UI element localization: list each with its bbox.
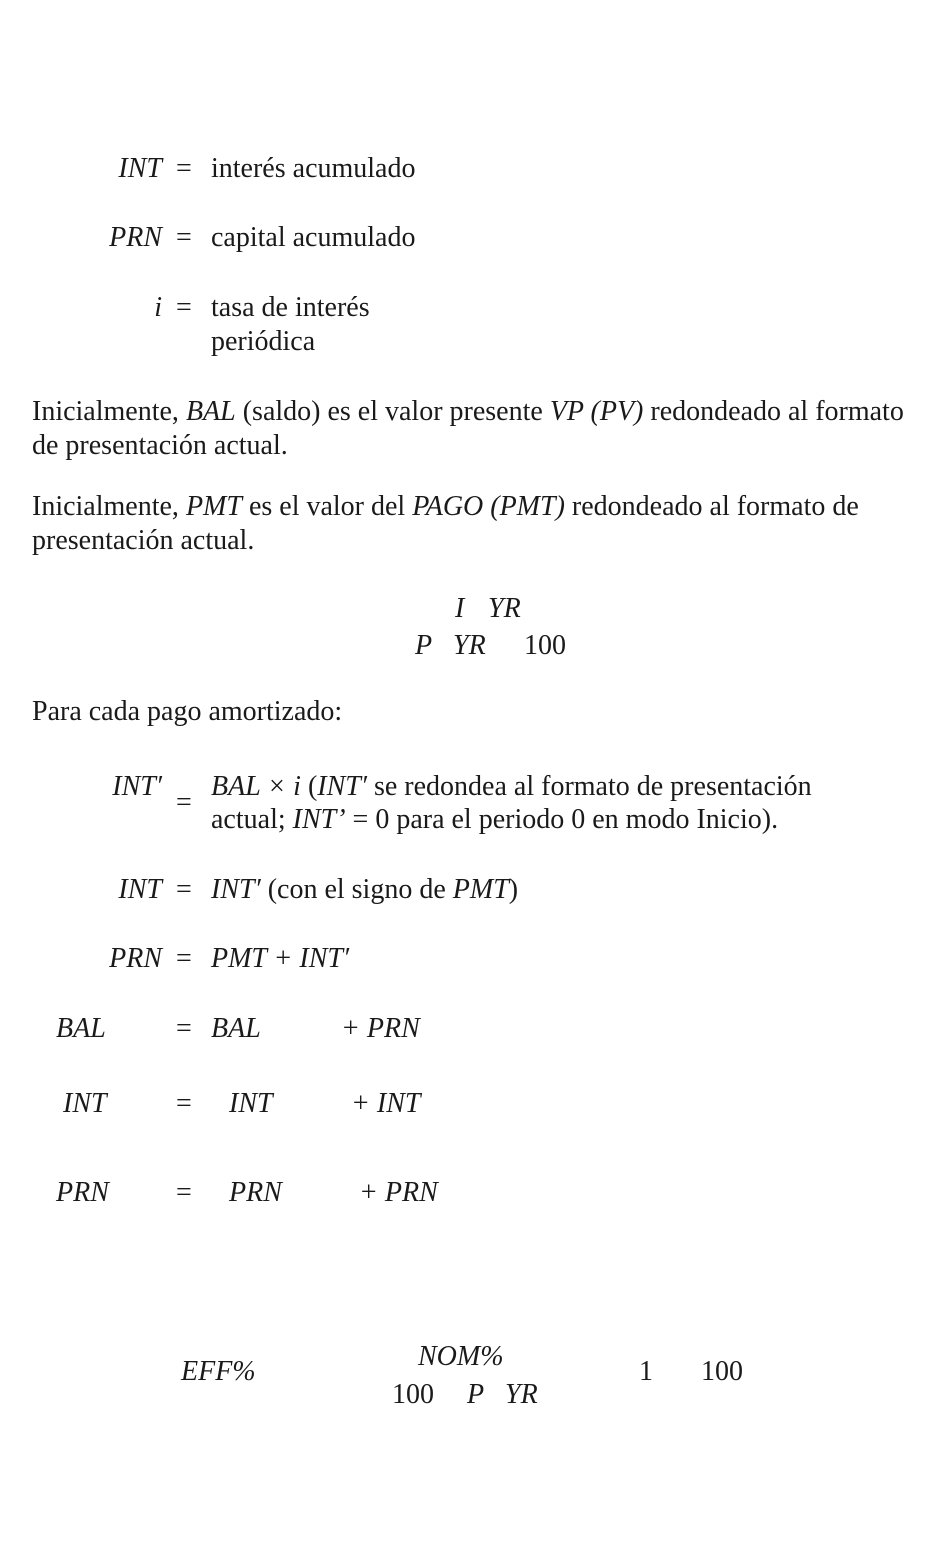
eff-denominator-p: P	[467, 1379, 485, 1410]
equals-sign: =	[176, 1013, 192, 1044]
bal-old-term: BAL	[211, 1013, 261, 1044]
prn-equation-rhs: PMT + INT′	[211, 943, 350, 974]
eff-numerator: NOM%	[418, 1341, 504, 1372]
eff-denominator-yr: YR	[505, 1379, 538, 1410]
i-term: i	[293, 771, 301, 802]
text: actual;	[211, 804, 293, 835]
prn-symbol: PRN	[109, 222, 162, 253]
equals-sign: =	[176, 292, 192, 323]
text: (	[300, 771, 318, 802]
vp-term: VP (PV)	[549, 396, 644, 427]
formula-i-numerator-i: I	[455, 593, 465, 624]
eff-denominator-100: 100	[392, 1379, 434, 1410]
bal-term: BAL ×	[211, 771, 294, 802]
int-prime-symbol: INT′	[112, 771, 162, 802]
text: (saldo) es el valor presente	[235, 396, 550, 427]
int-prime-definition-line1	[211, 770, 812, 804]
equals-sign: =	[176, 943, 192, 974]
paragraph-each-payment: Para cada pago amortizado:	[32, 696, 343, 727]
int-symbol: INT	[118, 153, 162, 184]
formula-i-numerator-yr: YR	[488, 593, 521, 624]
i-definition-line2: periódica	[211, 326, 316, 357]
prn-new-symbol: PRN	[56, 1177, 109, 1208]
i-symbol: i	[154, 292, 162, 323]
text: Inicialmente,	[32, 491, 186, 522]
text: es el valor del	[241, 491, 413, 522]
int-definition: interés acumulado	[211, 153, 416, 184]
pmt-term: PMT	[452, 874, 509, 905]
bal-term: BAL	[185, 396, 236, 427]
text: (con el signo de	[260, 874, 453, 905]
equals-sign: =	[176, 874, 192, 905]
int-prime-term: INT′	[211, 874, 261, 905]
text: redondeado al formato de presentación actual.	[32, 491, 859, 556]
text: = 0 para el periodo 0 en modo Inicio).	[345, 804, 779, 835]
int-equation-rhs	[211, 873, 518, 907]
equals-sign: =	[176, 222, 192, 253]
text: )	[508, 874, 519, 905]
plus-int-term: + INT	[351, 1088, 421, 1119]
plus-prn-term: + PRN	[341, 1013, 420, 1044]
eff-hundred: 100	[701, 1356, 743, 1387]
formula-i-denominator-p: P	[415, 630, 433, 661]
prn-definition: capital acumulado	[211, 222, 416, 253]
i-definition-line1: tasa de interés	[211, 292, 370, 323]
pago-term: PAGO (PMT)	[412, 491, 565, 522]
int-old-term: INT	[229, 1088, 273, 1119]
plus-prn-term: + PRN	[359, 1177, 438, 1208]
prn-symbol: PRN	[109, 943, 162, 974]
text: redondeado al formato de presentación actual.	[32, 396, 904, 461]
int-prime-term: INT′	[317, 771, 367, 802]
int-prime-definition-line2	[211, 803, 778, 837]
formula-i-denominator-100: 100	[524, 630, 566, 661]
prn-old-term: PRN	[229, 1177, 282, 1208]
equals-sign: =	[176, 787, 192, 818]
pmt-term: PMT	[185, 491, 242, 522]
formula-i-denominator-yr: YR	[453, 630, 486, 661]
equals-sign: =	[176, 1177, 192, 1208]
int-new-symbol: INT	[63, 1088, 107, 1119]
eff-symbol: EFF%	[181, 1356, 256, 1387]
bal-new-symbol: BAL	[56, 1013, 106, 1044]
int-prime-term: INT’	[292, 804, 346, 835]
paragraph-initial-balance	[32, 395, 912, 463]
paragraph-initial-payment	[32, 490, 912, 558]
text: Inicialmente,	[32, 396, 186, 427]
equals-sign: =	[176, 153, 192, 184]
text: se redondea al formato de presentación	[366, 771, 812, 802]
eff-one: 1	[639, 1356, 653, 1387]
equals-sign: =	[176, 1088, 192, 1119]
int-symbol: INT	[118, 874, 162, 905]
